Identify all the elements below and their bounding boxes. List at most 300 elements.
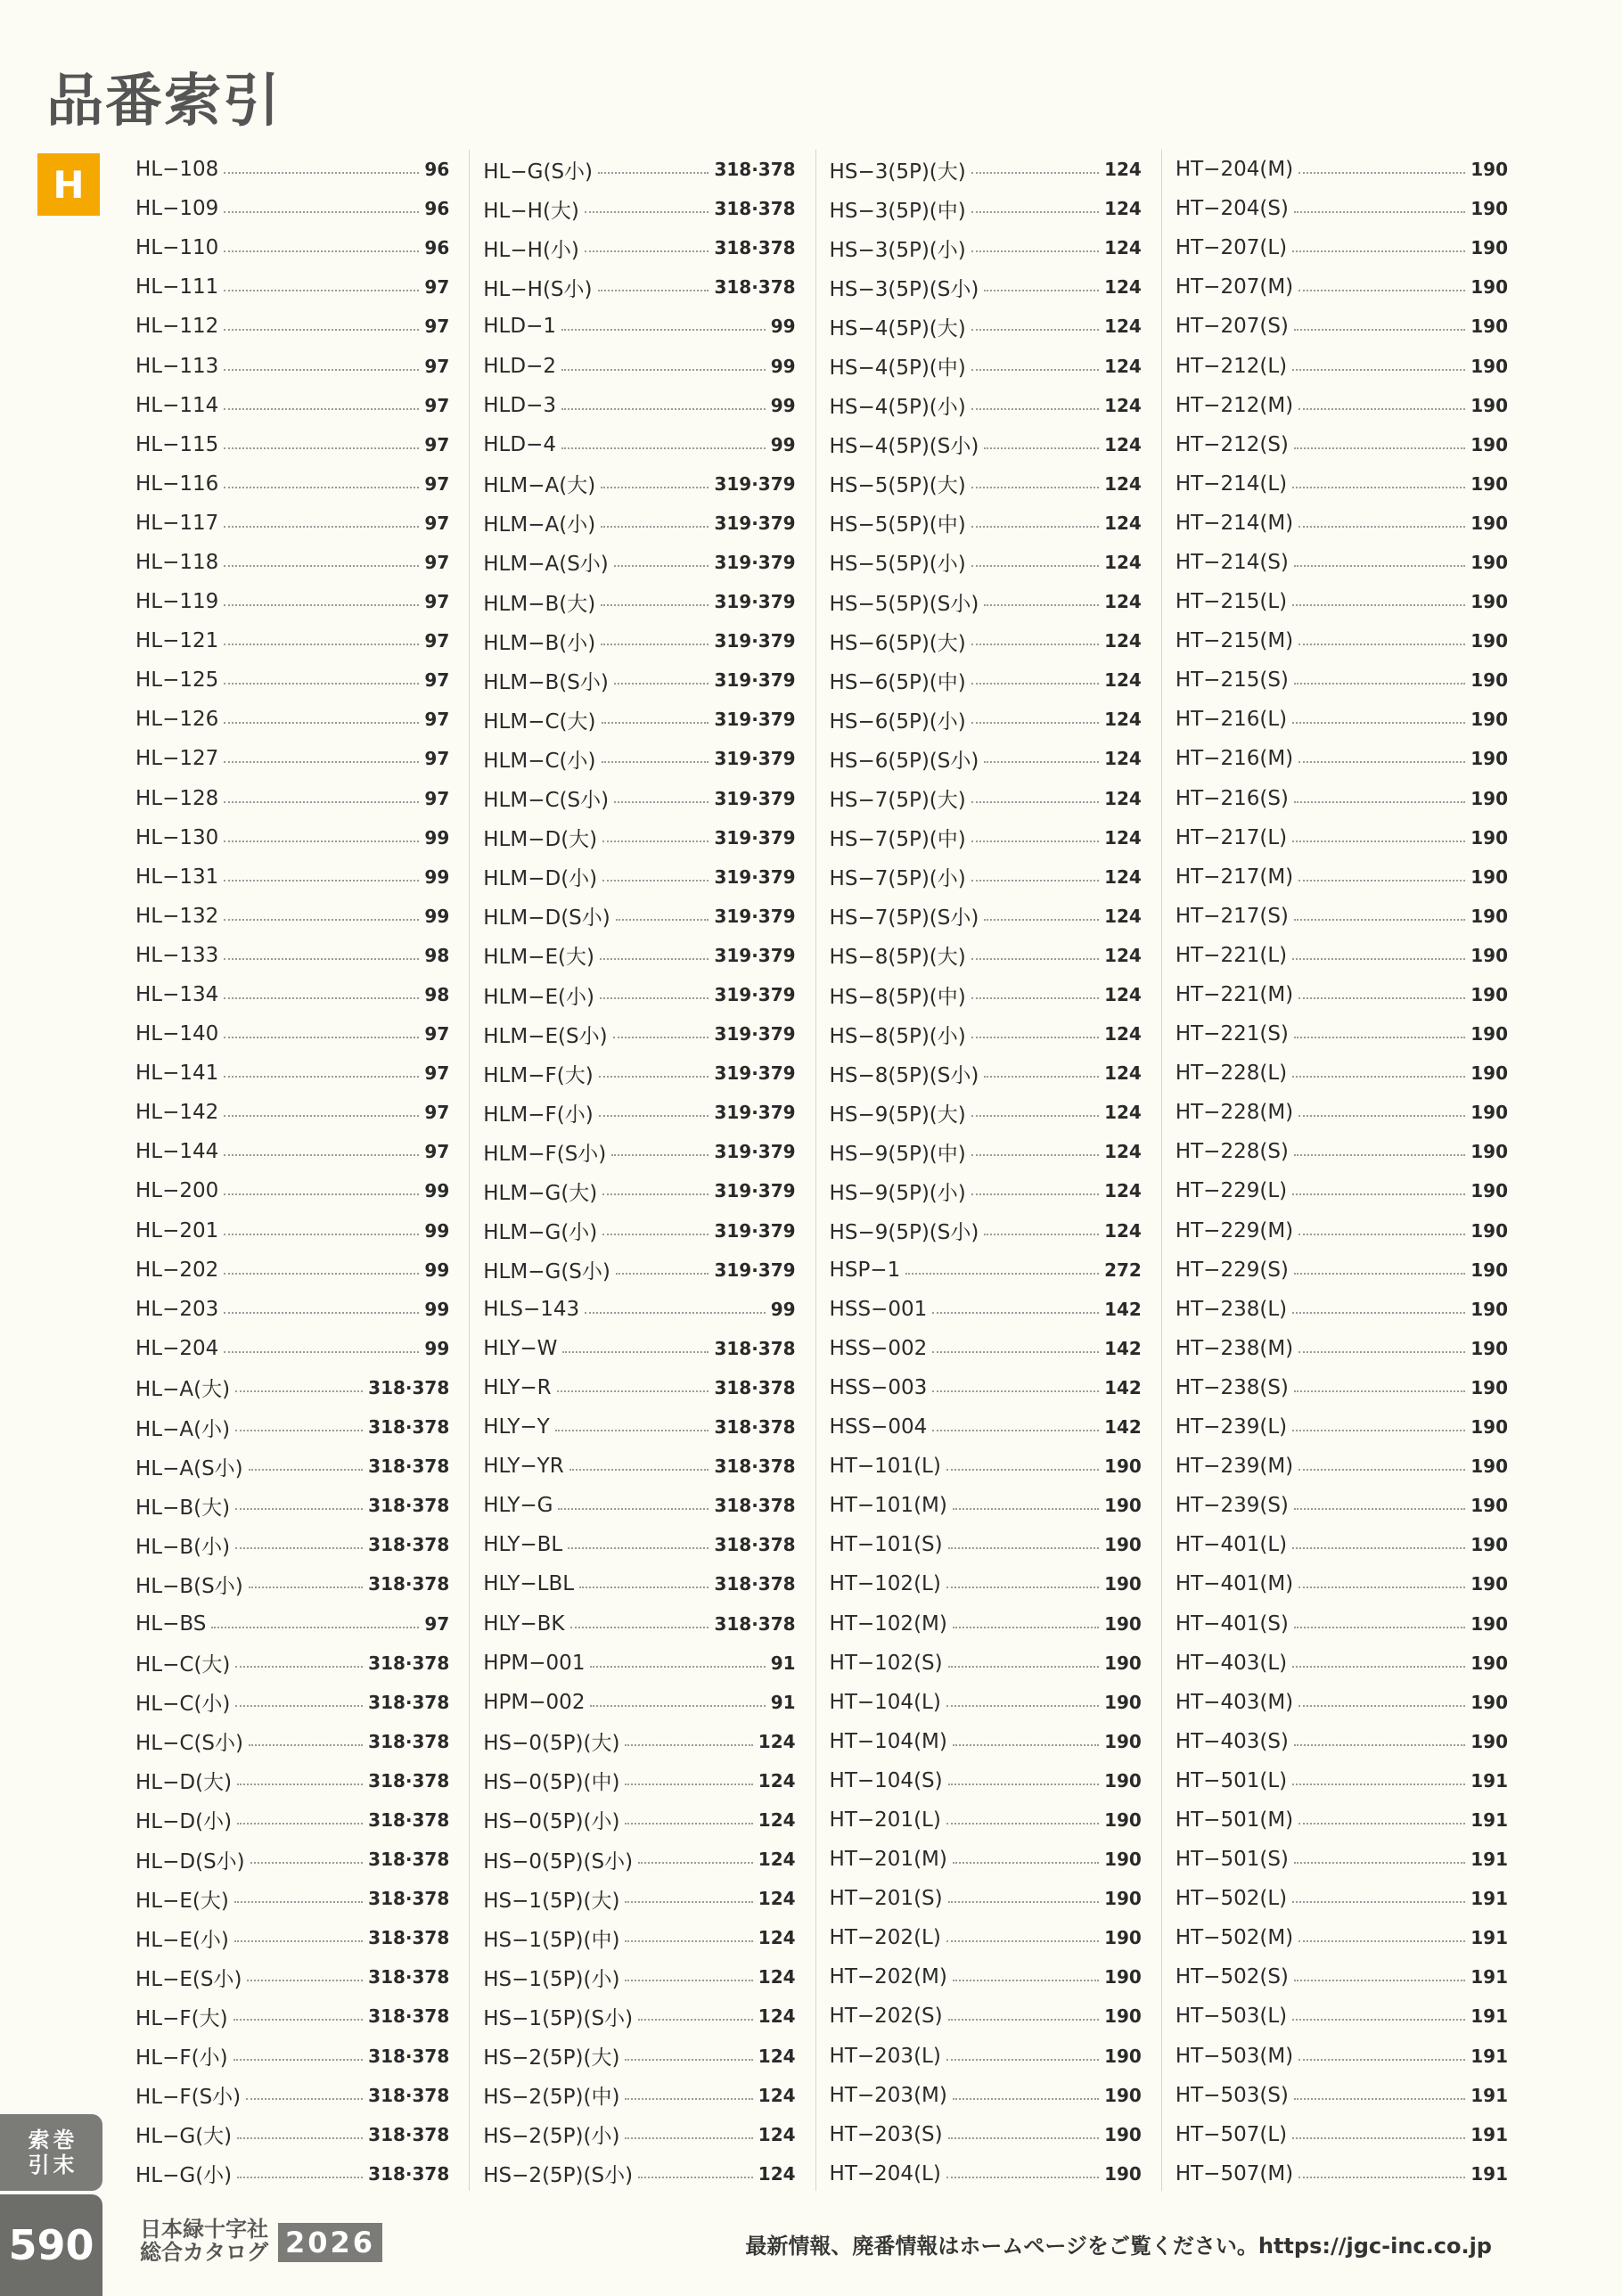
entry-code: HLY−BK: [483, 1611, 565, 1636]
entry-code: HPM−002: [483, 1690, 586, 1714]
index-entry: [1176, 1683, 1508, 1722]
entry-code: HL−109: [135, 197, 219, 221]
entry-page: 190: [1104, 2084, 1142, 2106]
entry-code: HL−134: [135, 983, 219, 1007]
index-entry: [830, 1997, 1142, 2036]
index-entry: [1176, 818, 1508, 857]
leader-dots: [600, 958, 709, 960]
entry-page: 124: [758, 2005, 796, 2028]
index-entry: [1176, 2037, 1508, 2076]
entry-code: HLY−R: [483, 1375, 552, 1399]
entry-code: HT−215(S): [1175, 668, 1289, 693]
index-entry: [483, 1918, 795, 1957]
leader-dots: [1298, 1823, 1465, 1824]
entry-page: 190: [1470, 237, 1508, 259]
entry-code: HL−H(小): [483, 238, 579, 262]
entry-page: 318·378: [714, 1573, 796, 1595]
page-number: 590: [0, 2194, 102, 2296]
leader-dots: [616, 1273, 709, 1275]
entry-code: HLD−2: [483, 354, 556, 378]
entry-code: HL−125: [135, 668, 219, 693]
leader-dots: [558, 1508, 709, 1510]
entry-code: HS−7(5P)(小): [829, 867, 966, 891]
entry-page: 190: [1104, 1573, 1142, 1595]
entry-code: HT−229(M): [1175, 1218, 1294, 1242]
entry-code: HSP−1: [829, 1258, 901, 1282]
entry-page: 124: [1104, 787, 1142, 809]
entry-page: 99: [424, 1298, 450, 1320]
entry-code: HT−104(L): [829, 1690, 941, 1714]
index-entry: [135, 1525, 449, 1564]
entry-code: HL−D(S小): [135, 1849, 245, 1874]
index-entry: [1176, 1368, 1508, 1407]
index-entry: [483, 1997, 795, 2036]
index-entry: [1176, 386, 1508, 425]
entry-page: 190: [1470, 1416, 1508, 1439]
entry-page: 124: [1104, 237, 1142, 259]
entry-code: HT−502(L): [1175, 1887, 1288, 1911]
entry-page: 97: [424, 787, 450, 809]
page-title: 品番索引: [46, 69, 282, 135]
index-entry: [830, 621, 1142, 660]
entry-page: 124: [1104, 669, 1142, 692]
index-entry: [1176, 307, 1508, 346]
entry-code: HT−401(L): [1175, 1533, 1288, 1557]
index-entry: [830, 1093, 1142, 1132]
index-entry: [483, 543, 795, 582]
entry-page: 124: [1104, 198, 1142, 220]
entry-code: HLY−LBL: [483, 1572, 575, 1596]
entry-page: 190: [1470, 1573, 1508, 1595]
entry-code: HL−108: [135, 158, 219, 182]
entry-code: HT−104(S): [829, 1768, 943, 1792]
entry-code: HS−5(5P)(小): [829, 553, 966, 577]
index-entry: [830, 1918, 1142, 1957]
index-entry: [483, 464, 795, 504]
entry-page: 318·378: [714, 1495, 796, 1517]
entry-code: HS−4(5P)(中): [829, 357, 966, 381]
entry-page: 319·379: [714, 826, 796, 849]
entry-page: 319·379: [714, 1141, 796, 1163]
entry-code: HS−6(5P)(小): [829, 709, 966, 734]
side-tab-index[interactable]: [0, 2114, 102, 2191]
entry-page: 318·378: [368, 1416, 450, 1439]
leader-dots: [638, 1862, 753, 1864]
entry-code: HS−0(5P)(中): [483, 1771, 620, 1795]
entry-code: HT−202(L): [829, 1926, 941, 1950]
side-tab-char: 索: [28, 2128, 50, 2152]
entry-code: HT−216(L): [1175, 708, 1288, 732]
footer-year-badge: 2026: [278, 2223, 382, 2262]
index-entry: [135, 1093, 449, 1132]
index-entry: [1176, 1486, 1508, 1525]
entry-code: HL−G(小): [135, 2164, 233, 2188]
entry-page: 190: [1104, 1966, 1142, 1988]
index-entry: [135, 700, 449, 739]
entry-page: 190: [1470, 394, 1508, 416]
index-entry: [1176, 936, 1508, 975]
footer-catalog-name: [140, 2218, 268, 2264]
entry-page: 190: [1470, 1495, 1508, 1517]
leader-dots: [224, 526, 419, 528]
entry-page: 97: [424, 630, 450, 652]
leader-dots: [971, 880, 1099, 882]
index-entry: [483, 1564, 795, 1603]
leader-dots: [224, 250, 419, 252]
entry-code: HL−A(大): [135, 1378, 231, 1402]
leader-dots: [224, 172, 419, 174]
index-entry: [483, 700, 795, 739]
leader-dots: [234, 1940, 363, 1942]
entry-code: HL−A(S小): [135, 1456, 243, 1480]
entry-code: HT−217(L): [1175, 825, 1288, 849]
entry-code: HLY−G: [483, 1494, 553, 1518]
leader-dots: [946, 2177, 1099, 2178]
leader-dots: [638, 2019, 753, 2021]
leader-dots: [625, 2137, 752, 2139]
entry-code: HLD−1: [483, 315, 556, 339]
index-entry: [135, 425, 449, 464]
leader-dots: [1294, 1980, 1465, 1981]
entry-code: HT−403(S): [1175, 1729, 1289, 1753]
leader-dots: [948, 2137, 1099, 2139]
leader-dots: [1292, 1666, 1465, 1668]
entry-page: 190: [1104, 1730, 1142, 1752]
index-entry: [1176, 1250, 1508, 1290]
entry-code: HLM−C(小): [483, 749, 596, 773]
entry-code: HS−2(5P)(S小): [483, 2164, 634, 2188]
index-entry: [135, 1171, 449, 1210]
entry-page: 190: [1470, 159, 1508, 181]
entry-code: HT−502(S): [1175, 1965, 1289, 1989]
index-entry: [135, 936, 449, 975]
index-entry: [135, 1879, 449, 1918]
index-column-2: [470, 150, 815, 2191]
entry-page: 142: [1104, 1416, 1142, 1439]
entry-page: 190: [1104, 2162, 1142, 2185]
entry-page: 318·378: [714, 1337, 796, 1359]
entry-page: 190: [1470, 787, 1508, 809]
entry-page: 190: [1470, 669, 1508, 692]
index-entry: [135, 2037, 449, 2076]
leader-dots: [932, 1312, 1099, 1314]
entry-code: HS−9(5P)(S小): [829, 1221, 979, 1245]
leader-dots: [224, 1037, 419, 1038]
leader-dots: [235, 1430, 363, 1431]
entry-page: 124: [1104, 630, 1142, 652]
entry-page: 191: [1470, 1888, 1508, 1910]
leader-dots: [971, 369, 1099, 371]
entry-page: 124: [758, 1808, 796, 1831]
index-entry: [483, 621, 795, 660]
leader-dots: [625, 1784, 752, 1785]
entry-code: HS−1(5P)(大): [483, 1889, 620, 1913]
leader-dots: [971, 997, 1099, 999]
leader-dots: [1292, 2137, 1465, 2139]
leader-dots: [1292, 840, 1465, 842]
index-entry: [483, 936, 795, 975]
entry-page: 191: [1470, 2123, 1508, 2145]
leader-dots: [224, 840, 419, 842]
entry-code: HLM−F(小): [483, 1103, 594, 1127]
leader-dots: [946, 1469, 1099, 1471]
leader-dots: [224, 761, 419, 763]
entry-page: 319·379: [714, 787, 796, 809]
entry-code: HT−507(L): [1175, 2122, 1288, 2146]
index-entry: [483, 1840, 795, 1879]
leader-dots: [224, 604, 419, 606]
entry-page: 190: [1470, 1612, 1508, 1635]
index-entry: [1176, 2154, 1508, 2194]
leader-dots: [224, 1312, 419, 1314]
leader-dots: [602, 1234, 709, 1235]
index-entry: [1176, 1722, 1508, 1761]
entry-page: 190: [1470, 276, 1508, 299]
leader-dots: [625, 2059, 752, 2061]
entry-page: 124: [758, 2084, 796, 2106]
index-entry: [135, 739, 449, 778]
leader-dots: [224, 1154, 419, 1156]
entry-page: 124: [1104, 1102, 1142, 1124]
leader-dots: [249, 1469, 364, 1471]
leader-dots: [625, 1980, 752, 1981]
leader-dots: [1298, 1705, 1465, 1707]
entry-code: HT−239(S): [1175, 1494, 1289, 1518]
leader-dots: [1294, 1273, 1465, 1275]
index-entry: [1176, 700, 1508, 739]
entry-page: 124: [1104, 551, 1142, 573]
entry-page: 319·379: [714, 865, 796, 888]
entry-code: HT−202(M): [829, 1965, 947, 1989]
entry-page: 190: [1470, 1691, 1508, 1713]
leader-dots: [1298, 1469, 1465, 1471]
entry-page: 97: [424, 355, 450, 377]
entry-page: 99: [424, 1259, 450, 1281]
entry-code: HS−0(5P)(小): [483, 1810, 620, 1834]
index-entry: [483, 189, 795, 228]
entry-code: HS−7(5P)(大): [829, 789, 966, 813]
entry-page: 97: [424, 1102, 450, 1124]
entry-page: 99: [424, 826, 450, 849]
entry-code: HL−117: [135, 511, 219, 535]
leader-dots: [224, 919, 419, 921]
entry-page: 191: [1470, 2084, 1508, 2106]
entry-page: 124: [758, 1730, 796, 1752]
leader-dots: [237, 2137, 363, 2139]
entry-page: 124: [1104, 394, 1142, 416]
leader-dots: [249, 1744, 363, 1746]
leader-dots: [1298, 997, 1465, 999]
entry-code: HT−102(L): [829, 1572, 941, 1596]
entry-page: 99: [770, 1298, 796, 1320]
entry-code: HL−130: [135, 825, 219, 849]
leader-dots: [946, 1823, 1099, 1824]
entry-page: 190: [1104, 1691, 1142, 1713]
entry-page: 190: [1470, 1456, 1508, 1478]
section-letter-badge: H: [37, 153, 100, 216]
index-entry: [135, 818, 449, 857]
index-entry: [830, 543, 1142, 582]
entry-code: HL−127: [135, 747, 219, 771]
leader-dots: [1292, 487, 1465, 488]
leader-dots: [599, 1115, 709, 1117]
entry-page: 190: [1104, 1612, 1142, 1635]
entry-code: HL−116: [135, 472, 219, 496]
index-entry: [135, 307, 449, 346]
entry-page: 124: [1104, 826, 1142, 849]
index-entry: [135, 1407, 449, 1447]
leader-dots: [946, 2059, 1099, 2061]
leader-dots: [237, 1784, 363, 1785]
entry-code: HS−8(5P)(小): [829, 1024, 966, 1048]
entry-code: HLY−Y: [483, 1415, 550, 1439]
leader-dots: [247, 1980, 363, 1981]
index-entry: [830, 346, 1142, 385]
entry-code: HLM−A(小): [483, 513, 596, 537]
entry-page: 124: [1104, 984, 1142, 1006]
index-entry: [830, 897, 1142, 936]
entry-code: HT−214(M): [1175, 511, 1294, 535]
index-entry: [830, 818, 1142, 857]
entry-page: 318·378: [368, 1769, 450, 1792]
entry-code: HT−207(L): [1175, 236, 1288, 260]
leader-dots: [971, 329, 1099, 331]
entry-code: HT−204(L): [829, 2161, 941, 2185]
entry-page: 319·379: [714, 1219, 796, 1242]
entry-page: 318·378: [714, 1376, 796, 1398]
entry-page: 124: [1104, 512, 1142, 534]
index-entry: [135, 660, 449, 700]
entry-code: HL−H(大): [483, 199, 579, 223]
index-entry: [1176, 1447, 1508, 1486]
entry-code: HT−239(L): [1175, 1415, 1288, 1439]
index-entry: [483, 739, 795, 778]
leader-dots: [1294, 683, 1465, 685]
entry-page: 124: [1104, 1023, 1142, 1046]
leader-dots: [971, 840, 1099, 842]
index-entry: [135, 1957, 449, 1997]
index-entry: [1176, 543, 1508, 582]
entry-page: 319·379: [714, 1023, 796, 1046]
entry-code: HL−201: [135, 1218, 219, 1242]
leader-dots: [249, 1587, 363, 1588]
entry-page: 97: [424, 748, 450, 770]
index-entry: [1176, 857, 1508, 897]
entry-code: HL−F(小): [135, 2046, 228, 2070]
entry-code: HT−201(L): [829, 1808, 941, 1832]
leader-dots: [235, 1508, 363, 1510]
index-entry: [135, 1250, 449, 1290]
leader-dots: [224, 487, 419, 488]
entry-code: HLM−A(S小): [483, 553, 609, 577]
index-entry: [1176, 1290, 1508, 1329]
entry-page: 97: [424, 394, 450, 416]
leader-dots: [1292, 1312, 1465, 1314]
leader-dots: [614, 683, 709, 685]
leader-dots: [971, 1154, 1099, 1156]
index-entry: [483, 582, 795, 621]
index-entry: [1176, 582, 1508, 621]
entry-code: HL−B(大): [135, 1496, 231, 1520]
entry-code: HS−5(5P)(S小): [829, 592, 979, 616]
index-entry: [135, 779, 449, 818]
entry-page: 98: [424, 984, 450, 1006]
entry-page: 190: [1470, 1062, 1508, 1085]
entry-page: 318·378: [368, 1534, 450, 1556]
leader-dots: [237, 1823, 363, 1824]
leader-dots: [602, 761, 709, 763]
index-entry: [1176, 1211, 1508, 1250]
leader-dots: [953, 1862, 1099, 1864]
leader-dots: [625, 2098, 752, 2100]
entry-code: HT−228(S): [1175, 1140, 1289, 1164]
entry-code: HL−144: [135, 1140, 219, 1164]
entry-page: 190: [1104, 1888, 1142, 1910]
entry-page: 318·378: [368, 1927, 450, 1949]
entry-code: HL−200: [135, 1179, 219, 1203]
entry-code: HLM−C(S小): [483, 789, 610, 813]
index-entry: [1176, 1800, 1508, 1840]
index-entry: [1176, 1329, 1508, 1368]
entry-code: HLD−3: [483, 393, 556, 417]
leader-dots: [625, 1901, 752, 1903]
leader-dots: [971, 1193, 1099, 1195]
index-entry: [1176, 739, 1508, 778]
entry-page: 190: [1470, 1534, 1508, 1556]
entry-page: 124: [758, 1888, 796, 1910]
entry-page: 124: [1104, 1062, 1142, 1085]
entry-page: 319·379: [714, 984, 796, 1006]
index-entry: [135, 1447, 449, 1486]
index-entry: [1176, 975, 1508, 1014]
entry-page: 318·378: [714, 1416, 796, 1439]
leader-dots: [905, 1273, 1099, 1275]
leader-dots: [1298, 1940, 1465, 1942]
entry-page: 124: [758, 1849, 796, 1871]
index-entry: [483, 660, 795, 700]
leader-dots: [224, 369, 419, 371]
leader-dots: [1298, 1587, 1465, 1588]
leader-dots: [1292, 2019, 1465, 2021]
entry-code: HT−503(S): [1175, 2083, 1289, 2107]
index-entry: [483, 1290, 795, 1329]
leader-dots: [598, 172, 709, 174]
index-entry: [483, 2154, 795, 2194]
entry-page: 190: [1470, 355, 1508, 377]
entry-code: HL−142: [135, 1101, 219, 1125]
entry-page: 190: [1470, 198, 1508, 220]
leader-dots: [579, 1587, 709, 1588]
index-entry: [830, 1603, 1142, 1643]
leader-dots: [224, 447, 419, 449]
entry-code: HT−239(M): [1175, 1455, 1294, 1479]
index-entry: [483, 228, 795, 267]
entry-code: HL−B(小): [135, 1535, 231, 1559]
entry-page: 124: [1104, 1141, 1142, 1163]
entry-code: HT−403(M): [1175, 1690, 1294, 1714]
entry-page: 99: [770, 355, 796, 377]
index-entry: [830, 1683, 1142, 1722]
index-entry: [1176, 1132, 1508, 1171]
index-entry: [135, 621, 449, 660]
entry-page: 99: [770, 394, 796, 416]
leader-dots: [246, 2098, 363, 2100]
entry-code: HS−2(5P)(大): [483, 2046, 620, 2070]
index-entry: [830, 975, 1142, 1014]
index-entry: [1176, 621, 1508, 660]
entry-page: 124: [1104, 905, 1142, 927]
leader-dots: [971, 565, 1099, 567]
